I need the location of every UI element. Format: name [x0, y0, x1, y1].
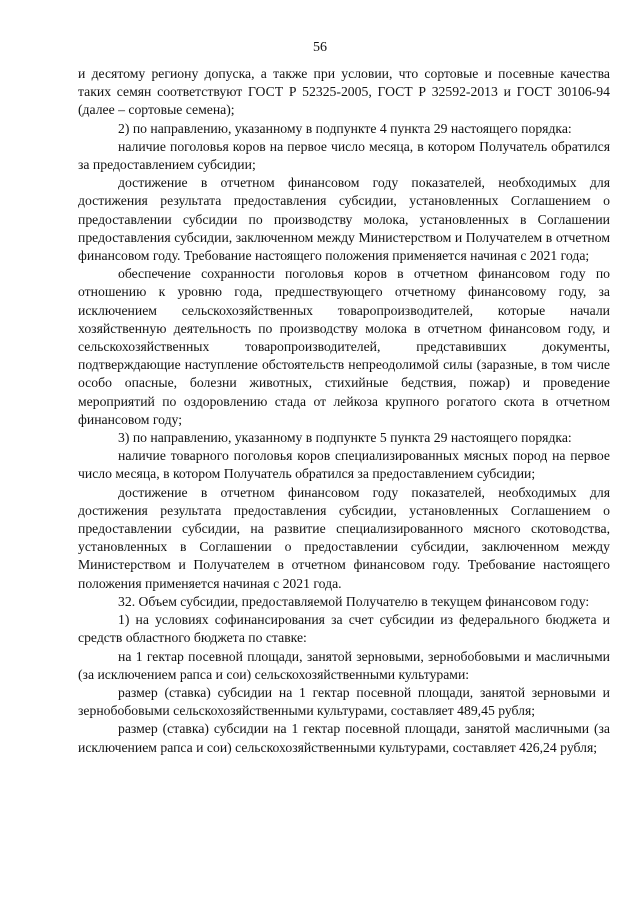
- paragraph: 3) по направлению, указанному в подпункте 5 пункта 29 настоящего порядка:: [118, 430, 572, 446]
- paragraph: и десятому региону допуска, а также при условии, что сортовые и посевные качества таких семян соответствуют ГОСТ Р 52325-2005, ГОСТ Р 32592-2013 и ГОСТ 30106-94 (далее – сортовые семена);: [78, 66, 610, 118]
- paragraph: размер (ставка) субсидии на 1 гектар посевной площади, занятой зерновыми и зернобобовыми сельскохозяйственными культурами, составляет 489,45 рубля;: [78, 684, 610, 719]
- paragraph: наличие поголовья коров на первое число месяца, в котором Получатель обратился за предоставлением субсидии;: [78, 138, 610, 173]
- paragraph: 2) по направлению, указанному в подпункте 4 пункта 29 настоящего порядка:: [118, 120, 572, 136]
- paragraph: 32. Объем субсидии, предоставляемой Получателю в текущем финансовом году:: [118, 593, 590, 609]
- paragraph: обеспечение сохранности поголовья коров в отчетном финансовом году по отношению к уровню года, предшествующего отчетному финансовому году, за исключением сельскохозяйственных товаропроизводителей, которые начали хозяйственную деятельность по производству молока в отчетном финансовом году, и сельскохозяйственных товаропроизводителей, представивших документы, подтверждающие наступление обстоятельств непреодолимой силы (заразные, в том числе особо опасные, болезни животных, стихийные бедствия, пожар) и проведение мероприятий по оздоровлению стада от лейкоза крупного рогатого скота в отчетном финансовом году;: [78, 266, 610, 427]
- paragraph: на 1 гектар посевной площади, занятой зерновыми, зернобобовыми и масличными (за исключением рапса и сои) сельскохозяйственными культурами:: [78, 648, 610, 682]
- paragraph: наличие товарного поголовья коров специализированных мясных пород на первое число месяца, в котором Получатель обратился за предоставлением субсидии;: [78, 448, 610, 482]
- document-body: [78, 65, 610, 757]
- paragraph: размер (ставка) субсидии на 1 гектар посевной площади, занятой масличными (за исключением рапса и сои) сельскохозяйственными культурами, составляет 426,24 рубля;: [78, 721, 610, 755]
- paragraph: 1) на условиях софинансирования за счет субсидии из федерального бюджета и средств областного бюджета по ставке:: [78, 612, 610, 646]
- paragraph: достижение в отчетном финансовом году показателей, необходимых для достижения результата предоставления субсидии, установленных Соглашением о предоставлении субсидии по производству молока, установленных в Соглашении предоставления субсидии, заключенном между Министерством и Получателем в отчетном финансовом году. Требование настоящего положения применяется начиная с 2021 года;: [78, 175, 610, 264]
- page-number: 56: [313, 40, 327, 55]
- paragraph: достижение в отчетном финансовом году показателей, необходимых для достижения результата предоставления субсидии, установленных Соглашением о предоставлении субсидии, на развитие специализированного мясного скотоводства, установленных в Соглашении о предоставлении субсидии, заключенном между Министерством и Получателем в отчетном финансовом году. Требование настоящего положения применяется начиная с 2021 года.: [78, 484, 610, 591]
